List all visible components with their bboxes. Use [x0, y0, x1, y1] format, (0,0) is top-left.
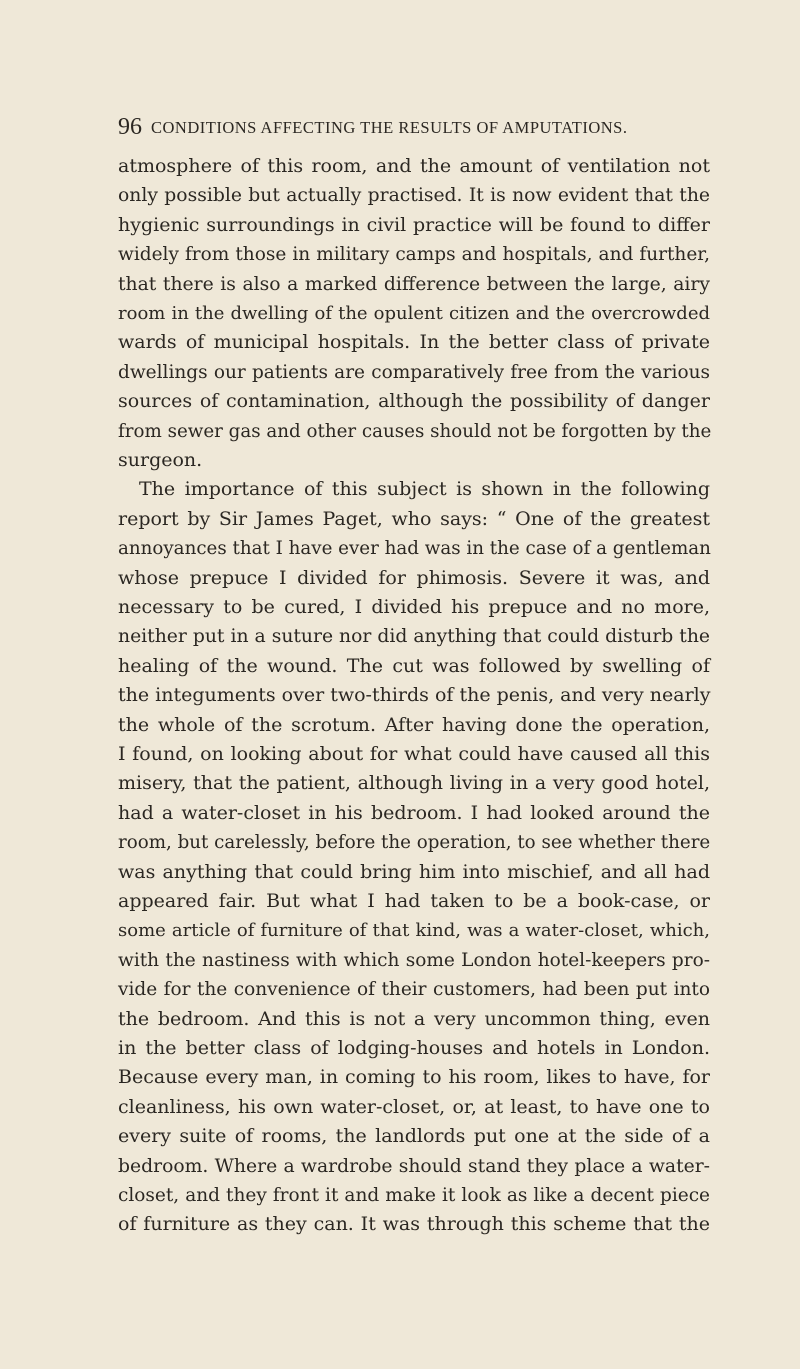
text-line: room in the dwelling of the opulent citizen and the overcrowded: [118, 303, 710, 324]
text-line: had a water-closet in his bedroom. I had looked around the: [118, 801, 710, 824]
text-line: Because every man, in coming to his room, likes to have, for: [118, 1066, 710, 1089]
paragraph-first-line: The importance of this subject is shown in the following: [139, 478, 710, 501]
text-line: annoyances that I have ever had was in the case of a gentleman: [118, 538, 711, 560]
text-line: with the nastiness with which some London hotel-keepers pro-: [118, 949, 710, 971]
text-line: report by Sir James Paget, who says: “ One of the greatest: [118, 507, 710, 530]
text-line: misery, that the patient, although living in a very good hotel,: [118, 772, 710, 795]
text-line: bedroom. Where a wardrobe should stand they place a water-: [118, 1155, 710, 1177]
text-line: the whole of the scrotum. After having done the operation,: [118, 713, 710, 736]
text-line: the integuments over two-thirds of the penis, and very nearly: [118, 684, 711, 707]
text-line: closet, and they front it and make it look as like a decent piece: [118, 1185, 710, 1206]
text-line: neither put in a suture nor did anything that could disturb the: [118, 626, 710, 648]
text-line: I found, on looking about for what could have caused all this: [118, 743, 710, 765]
text-line: widely from those in military camps and hospitals, and further,: [118, 244, 710, 266]
body-text: [118, 152, 710, 1252]
text-line: whose prepuce I divided for phimosis. Severe it was, and: [118, 566, 710, 589]
running-head: CONDITIONS AFFECTING THE RESULTS OF AMPUTATIONS.: [151, 118, 628, 137]
text-line: was anything that could bring him into mischief, and all had: [118, 860, 710, 883]
page-number: 96: [118, 114, 142, 140]
text-line: in the better class of lodging-houses and hotels in London.: [118, 1037, 710, 1059]
text-line: that there is also a marked difference between the large, airy: [118, 273, 710, 295]
text-line: some article of furniture of that kind, was a water-closet, which,: [118, 920, 710, 942]
text-line: hygienic surroundings in civil practice will be found to differ: [118, 213, 710, 236]
text-line: room, but carelessly, before the operation, to see whether there: [118, 832, 711, 854]
text-line: dwellings our patients are comparatively free from the various: [118, 361, 710, 383]
text-line: the bedroom. And this is not a very uncommon thing, even: [118, 1007, 710, 1030]
text-line: surgeon.: [118, 449, 203, 471]
text-line: appeared fair. But what I had taken to be a book-case, or: [118, 890, 710, 912]
text-line: every suite of rooms, the landlords put one at the side of a: [118, 1125, 710, 1148]
text-line: wards of municipal hospitals. In the better class of private: [118, 331, 710, 354]
text-line: only possible but actually practised. It is now evident that the: [118, 185, 710, 207]
text-line: sources of contamination, although the possibility of danger: [118, 390, 710, 413]
text-line: vide for the convenience of their customers, had been put into: [118, 979, 710, 1001]
text-line: cleanliness, his own water-closet, or, at least, to have one to: [118, 1095, 710, 1118]
page-header: [118, 112, 708, 142]
text-line: from sewer gas and other causes should not be forgotten by the: [118, 420, 712, 442]
text-line: necessary to be cured, I divided his prepuce and no more,: [118, 596, 710, 618]
text-line: healing of the wound. The cut was followed by swelling of: [118, 654, 710, 677]
text-line: of furniture as they can. It was through this scheme that the: [118, 1213, 710, 1236]
text-line: atmosphere of this room, and the amount of ventilation not: [118, 155, 710, 177]
